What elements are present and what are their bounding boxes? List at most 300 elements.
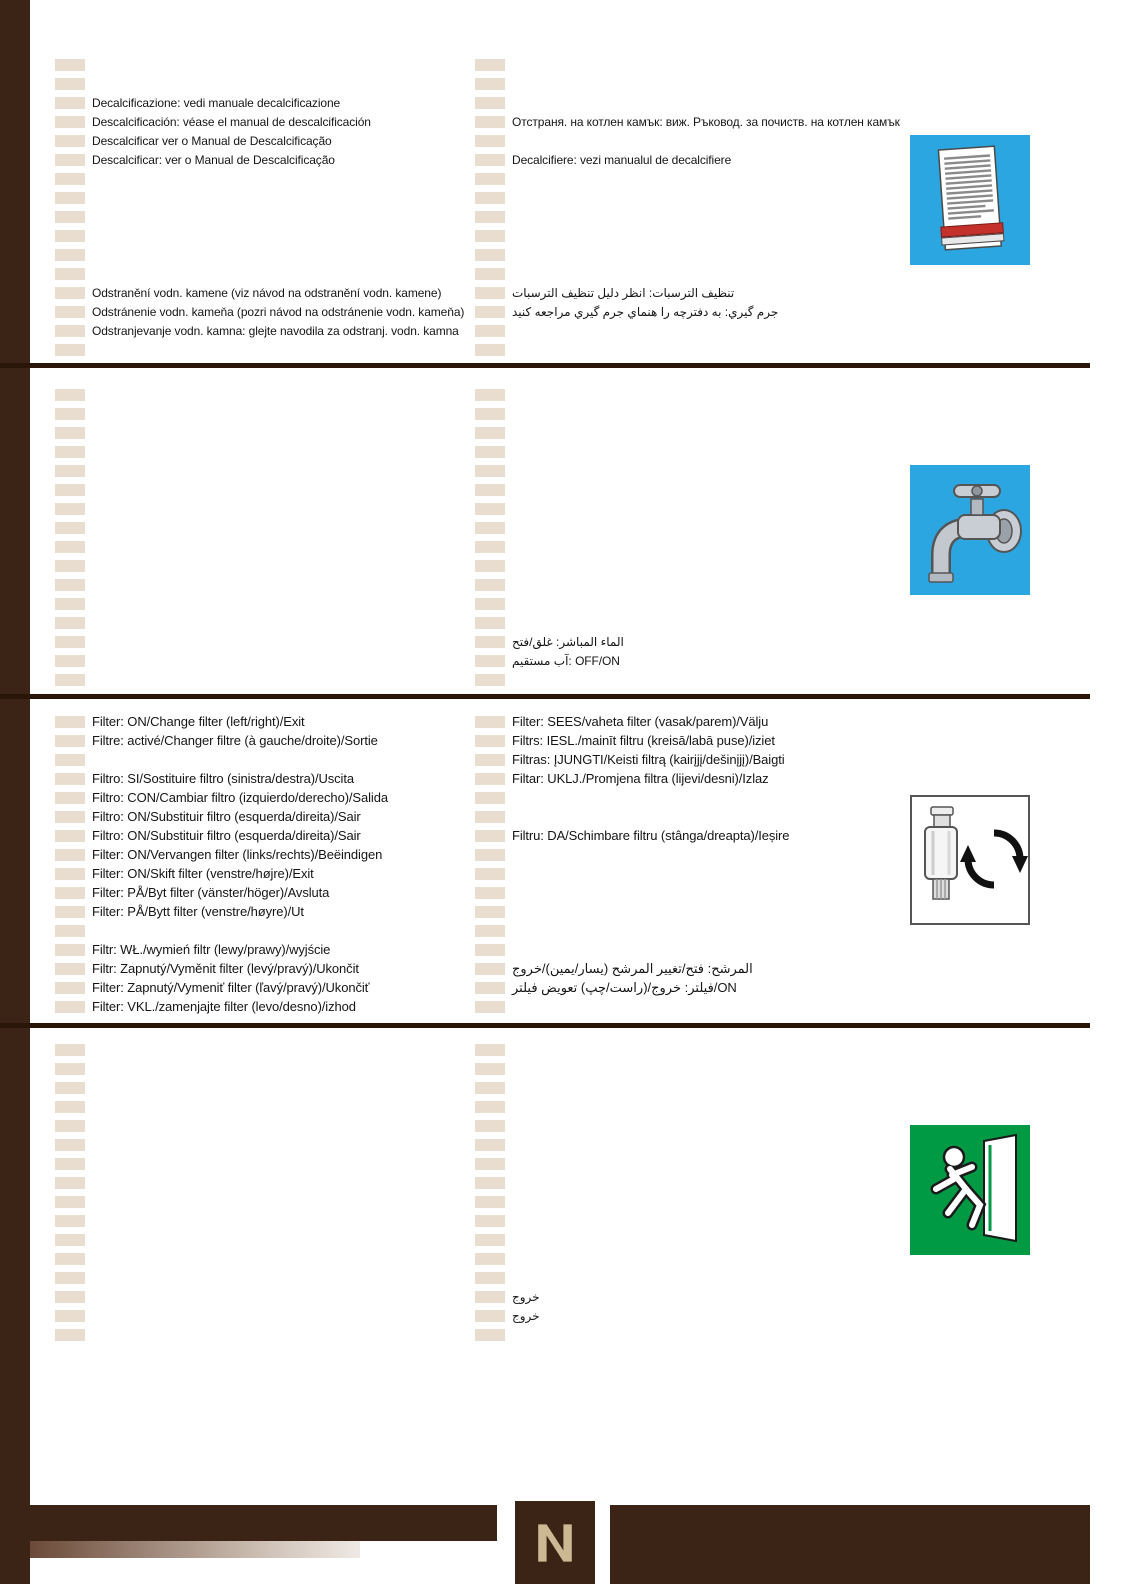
language-line bbox=[55, 959, 465, 978]
language-line bbox=[55, 864, 465, 883]
language-line bbox=[55, 997, 465, 1016]
language-marker-block bbox=[475, 344, 505, 356]
language-line bbox=[475, 670, 900, 689]
language-marker-block bbox=[55, 446, 85, 458]
language-marker-block bbox=[475, 906, 505, 918]
language-marker-block bbox=[55, 560, 85, 572]
language-line bbox=[55, 788, 465, 807]
language-line bbox=[475, 93, 900, 112]
language-marker-block bbox=[55, 754, 85, 766]
language-marker-block bbox=[55, 1044, 85, 1056]
language-line bbox=[55, 651, 465, 670]
language-marker-block bbox=[55, 97, 85, 109]
language-marker-block bbox=[475, 674, 505, 686]
instruction-text: Отстраня. на котлен камък: виж. Ръковод. за почиств. на котлен камък bbox=[512, 114, 900, 129]
language-line bbox=[475, 750, 900, 769]
language-line bbox=[475, 807, 900, 826]
language-line bbox=[475, 207, 900, 226]
language-marker-block bbox=[55, 484, 85, 496]
language-line bbox=[475, 131, 900, 150]
language-marker-block bbox=[55, 389, 85, 401]
language-line bbox=[55, 1306, 465, 1325]
language-marker-block bbox=[475, 1158, 505, 1170]
instruction-text: Filtro: SI/Sostituire filtro (sinistra/destra)/Uscita bbox=[92, 771, 354, 786]
language-line bbox=[55, 1287, 465, 1306]
language-marker-block bbox=[55, 427, 85, 439]
language-line bbox=[475, 1059, 900, 1078]
language-line bbox=[475, 902, 900, 921]
language-line bbox=[475, 1116, 900, 1135]
language-marker-block bbox=[475, 1196, 505, 1208]
language-line bbox=[55, 188, 465, 207]
language-marker-block bbox=[475, 97, 505, 109]
language-line bbox=[55, 1249, 465, 1268]
language-line bbox=[475, 55, 900, 74]
instruction-text: Filtre: activé/Changer filtre (à gauche/droite)/Sortie bbox=[92, 733, 378, 748]
language-marker-block bbox=[55, 59, 85, 71]
language-marker-block bbox=[55, 579, 85, 591]
language-line bbox=[475, 769, 900, 788]
language-line bbox=[55, 1268, 465, 1287]
language-marker-block bbox=[55, 887, 85, 899]
descaling-manual-icon bbox=[910, 135, 1030, 265]
language-line bbox=[55, 1059, 465, 1078]
language-line bbox=[475, 1192, 900, 1211]
language-marker-block bbox=[475, 598, 505, 610]
instruction-text: Odstranjevanje vodn. kamna: glejte navodila za odstranj. vodn. kamna bbox=[92, 323, 459, 338]
language-line bbox=[55, 245, 465, 264]
language-marker-block bbox=[55, 773, 85, 785]
language-marker-block bbox=[55, 849, 85, 861]
language-marker-block bbox=[55, 811, 85, 823]
instruction-text: Descalcificar ver o Manual de Descalcificação bbox=[92, 133, 332, 148]
language-line bbox=[55, 632, 465, 651]
language-line bbox=[475, 423, 900, 442]
language-marker-block bbox=[55, 636, 85, 648]
language-line bbox=[55, 902, 465, 921]
language-line bbox=[55, 731, 465, 750]
language-marker-block bbox=[55, 192, 85, 204]
language-marker-block bbox=[55, 868, 85, 880]
language-line bbox=[475, 978, 900, 997]
language-marker-block bbox=[475, 1082, 505, 1094]
footer-gradient-strip bbox=[30, 1541, 360, 1558]
language-line bbox=[475, 499, 900, 518]
descaling-right-column bbox=[475, 55, 900, 359]
language-marker-block bbox=[475, 522, 505, 534]
language-marker-block bbox=[475, 1139, 505, 1151]
language-line bbox=[475, 1249, 900, 1268]
language-line bbox=[475, 442, 900, 461]
language-marker-block bbox=[55, 906, 85, 918]
instruction-text: Filtro: ON/Substituir filtro (esquerda/direita)/Sair bbox=[92, 828, 361, 843]
instruction-text: Descalcificación: véase el manual de descalcificación bbox=[92, 114, 371, 129]
language-marker-block bbox=[55, 716, 85, 728]
language-marker-block bbox=[475, 192, 505, 204]
language-marker-block bbox=[475, 1272, 505, 1284]
language-marker-block bbox=[55, 230, 85, 242]
language-marker-block bbox=[475, 230, 505, 242]
language-line bbox=[55, 207, 465, 226]
language-line bbox=[55, 712, 465, 731]
language-line bbox=[475, 826, 900, 845]
language-marker-block bbox=[55, 325, 85, 337]
language-marker-block bbox=[475, 1063, 505, 1075]
language-marker-block bbox=[475, 211, 505, 223]
instruction-text: Odstranění vodn. kamene (viz návod na odstranění vodn. kamene) bbox=[92, 285, 442, 300]
footer-bar-left bbox=[30, 1505, 497, 1541]
language-line bbox=[475, 1173, 900, 1192]
language-marker-block bbox=[55, 792, 85, 804]
instruction-text: المرشح: فتح/تغيير المرشح (يسار/يمين)/خروج bbox=[512, 961, 753, 976]
language-line bbox=[475, 321, 900, 340]
language-line bbox=[55, 385, 465, 404]
language-marker-block bbox=[475, 389, 505, 401]
language-line bbox=[475, 1097, 900, 1116]
language-line bbox=[475, 226, 900, 245]
language-marker-block bbox=[55, 1215, 85, 1227]
language-line bbox=[55, 594, 465, 613]
instruction-text: Filter: ON/Skift filter (venstre/højre)/Exit bbox=[92, 866, 314, 881]
instruction-text: Filter: ON/Vervangen filter (links/rechts)/Beëindigen bbox=[92, 847, 383, 862]
instruction-text: Filtrs: IESL./mainīt filtru (kreisā/labā puse)/iziet bbox=[512, 733, 775, 748]
language-marker-block bbox=[475, 716, 505, 728]
language-marker-block bbox=[55, 1158, 85, 1170]
section-descaling bbox=[0, 55, 1122, 359]
language-line bbox=[55, 750, 465, 769]
instruction-text: Filter: SEES/vaheta filter (vasak/parem)/Välju bbox=[512, 714, 769, 729]
section-exit bbox=[0, 1040, 1122, 1344]
section-divider bbox=[0, 1023, 1090, 1028]
language-marker-block bbox=[475, 982, 505, 994]
language-line bbox=[55, 883, 465, 902]
language-line bbox=[55, 940, 465, 959]
language-line bbox=[55, 423, 465, 442]
language-line bbox=[55, 518, 465, 537]
language-line bbox=[475, 537, 900, 556]
language-marker-block bbox=[475, 1215, 505, 1227]
language-marker-block bbox=[475, 446, 505, 458]
language-line bbox=[55, 150, 465, 169]
language-line bbox=[55, 1173, 465, 1192]
language-line bbox=[55, 112, 465, 131]
language-line bbox=[475, 845, 900, 864]
direct-water-left-column bbox=[55, 385, 465, 689]
language-marker-block bbox=[55, 1082, 85, 1094]
language-marker-block bbox=[475, 541, 505, 553]
language-marker-block bbox=[475, 925, 505, 937]
language-marker-block bbox=[475, 754, 505, 766]
language-line bbox=[475, 518, 900, 537]
language-line bbox=[475, 302, 900, 321]
language-line bbox=[475, 864, 900, 883]
language-marker-block bbox=[55, 287, 85, 299]
language-marker-block bbox=[55, 674, 85, 686]
language-marker-block bbox=[475, 1253, 505, 1265]
language-marker-block bbox=[55, 1253, 85, 1265]
language-line bbox=[475, 556, 900, 575]
language-line bbox=[55, 74, 465, 93]
language-marker-block bbox=[55, 1120, 85, 1132]
language-marker-block bbox=[55, 982, 85, 994]
instruction-text: Filter: PÅ/Byt filter (vänster/höger)/Avsluta bbox=[92, 885, 330, 900]
language-marker-block bbox=[475, 249, 505, 261]
language-line bbox=[55, 226, 465, 245]
language-marker-block bbox=[55, 1001, 85, 1013]
language-marker-block bbox=[55, 963, 85, 975]
language-marker-block bbox=[475, 427, 505, 439]
language-line bbox=[55, 283, 465, 302]
language-marker-block bbox=[475, 1101, 505, 1113]
instruction-text: Descalcificar: ver o Manual de Descalcificação bbox=[92, 152, 335, 167]
instruction-text: آب مستقيم: OFF/ON bbox=[512, 653, 620, 668]
language-line bbox=[55, 461, 465, 480]
language-line bbox=[475, 340, 900, 359]
language-line bbox=[55, 1040, 465, 1059]
footer-bar-right bbox=[610, 1505, 1090, 1584]
language-marker-block bbox=[475, 1329, 505, 1341]
instruction-text: خروج bbox=[512, 1289, 540, 1304]
section-divider bbox=[0, 363, 1090, 368]
language-line bbox=[475, 632, 900, 651]
direct-water-right-column bbox=[475, 385, 900, 689]
language-line bbox=[475, 1040, 900, 1059]
language-marker-block bbox=[55, 735, 85, 747]
language-marker-block bbox=[475, 78, 505, 90]
language-marker-block bbox=[55, 465, 85, 477]
exit-left-column bbox=[55, 1040, 465, 1344]
language-marker-block bbox=[475, 408, 505, 420]
filter-replacement-icon bbox=[910, 795, 1030, 925]
language-line bbox=[475, 712, 900, 731]
instruction-text: Filtar: UKLJ./Promjena filtra (lijevi/desni)/Izlaz bbox=[512, 771, 769, 786]
language-marker-block bbox=[55, 1234, 85, 1246]
language-marker-block bbox=[55, 503, 85, 515]
language-line bbox=[475, 1135, 900, 1154]
instruction-text: Decalcifiere: vezi manualul de decalcifiere bbox=[512, 152, 732, 167]
instruction-text: Decalcificazione: vedi manuale decalcificazione bbox=[92, 95, 341, 110]
language-marker-block bbox=[475, 503, 505, 515]
language-line bbox=[55, 169, 465, 188]
language-line bbox=[475, 245, 900, 264]
language-line bbox=[475, 613, 900, 632]
language-line bbox=[55, 404, 465, 423]
language-marker-block bbox=[55, 408, 85, 420]
language-marker-block bbox=[475, 560, 505, 572]
language-line bbox=[475, 385, 900, 404]
nespresso-n-logo bbox=[515, 1501, 595, 1584]
language-marker-block bbox=[55, 211, 85, 223]
language-marker-block bbox=[55, 306, 85, 318]
language-marker-block bbox=[55, 344, 85, 356]
language-marker-block bbox=[475, 655, 505, 667]
language-line bbox=[475, 997, 900, 1016]
language-marker-block bbox=[55, 830, 85, 842]
language-line bbox=[55, 1230, 465, 1249]
language-marker-block bbox=[475, 735, 505, 747]
language-marker-block bbox=[475, 484, 505, 496]
language-line bbox=[55, 1325, 465, 1344]
instruction-text: جرم گيري: به دفترچه را هنماي جرم گيري مراجعه كنيد bbox=[512, 304, 779, 319]
language-line bbox=[475, 594, 900, 613]
language-line bbox=[55, 340, 465, 359]
language-marker-block bbox=[55, 154, 85, 166]
language-marker-block bbox=[475, 830, 505, 842]
language-line bbox=[475, 1230, 900, 1249]
filter-right-column bbox=[475, 712, 900, 1016]
language-marker-block bbox=[475, 811, 505, 823]
language-marker-block bbox=[55, 249, 85, 261]
language-line bbox=[55, 131, 465, 150]
instruction-text: فيلتر: خروج/(راست/چپ) تعويض فيلتر/ON bbox=[512, 980, 737, 995]
language-line bbox=[475, 731, 900, 750]
language-marker-block bbox=[475, 306, 505, 318]
language-line bbox=[475, 188, 900, 207]
language-marker-block bbox=[55, 925, 85, 937]
language-marker-block bbox=[475, 636, 505, 648]
language-line bbox=[55, 1154, 465, 1173]
language-line bbox=[55, 442, 465, 461]
language-marker-block bbox=[475, 1310, 505, 1322]
language-marker-block bbox=[55, 522, 85, 534]
language-marker-block bbox=[55, 135, 85, 147]
water-tap-icon bbox=[910, 465, 1030, 595]
language-marker-block bbox=[475, 963, 505, 975]
language-marker-block bbox=[475, 325, 505, 337]
language-line bbox=[55, 845, 465, 864]
language-line bbox=[475, 883, 900, 902]
language-marker-block bbox=[55, 655, 85, 667]
language-line bbox=[475, 480, 900, 499]
language-line bbox=[475, 959, 900, 978]
descaling-left-column bbox=[55, 55, 465, 359]
language-marker-block bbox=[55, 1196, 85, 1208]
language-line bbox=[475, 1078, 900, 1097]
language-marker-block bbox=[475, 868, 505, 880]
language-line bbox=[475, 651, 900, 670]
language-line bbox=[475, 788, 900, 807]
language-line bbox=[55, 1135, 465, 1154]
language-marker-block bbox=[55, 78, 85, 90]
language-line bbox=[475, 112, 900, 131]
language-line bbox=[475, 1154, 900, 1173]
language-line bbox=[475, 1325, 900, 1344]
language-line bbox=[55, 1078, 465, 1097]
language-line bbox=[55, 499, 465, 518]
language-line bbox=[475, 1287, 900, 1306]
instruction-text: Filtr: WŁ./wymień filtr (lewy/prawy)/wyjście bbox=[92, 942, 331, 957]
emergency-exit-icon bbox=[910, 1125, 1030, 1255]
language-marker-block bbox=[475, 1291, 505, 1303]
language-marker-block bbox=[55, 1177, 85, 1189]
instruction-text: Filtru: DA/Schimbare filtru (stânga/dreapta)/Ieșire bbox=[512, 828, 790, 843]
instruction-text: Filter: Zapnutý/Vymeniť filter (ľavý/pravý)/Ukončiť bbox=[92, 980, 370, 995]
language-marker-block bbox=[55, 541, 85, 553]
language-marker-block bbox=[55, 617, 85, 629]
section-direct-water bbox=[0, 385, 1122, 689]
language-line bbox=[475, 461, 900, 480]
language-marker-block bbox=[475, 465, 505, 477]
language-marker-block bbox=[55, 1310, 85, 1322]
filter-left-column bbox=[55, 712, 465, 1016]
instruction-text: Filter: PÅ/Bytt filter (venstre/høyre)/Ut bbox=[92, 904, 304, 919]
language-line bbox=[475, 575, 900, 594]
section-filter bbox=[0, 712, 1122, 1016]
language-line bbox=[475, 1306, 900, 1325]
language-marker-block bbox=[475, 773, 505, 785]
language-marker-block bbox=[55, 944, 85, 956]
language-marker-block bbox=[55, 116, 85, 128]
language-line bbox=[55, 613, 465, 632]
language-line bbox=[55, 1192, 465, 1211]
language-line bbox=[475, 283, 900, 302]
language-line bbox=[55, 302, 465, 321]
language-line bbox=[475, 404, 900, 423]
instruction-text: تنظيف الترسبات: انظر دليل تنظيف الترسبات bbox=[512, 285, 735, 300]
language-marker-block bbox=[55, 1272, 85, 1284]
language-marker-block bbox=[475, 154, 505, 166]
language-marker-block bbox=[55, 173, 85, 185]
instruction-text: Filtro: ON/Substituir filtro (esquerda/direita)/Sair bbox=[92, 809, 361, 824]
language-marker-block bbox=[475, 1234, 505, 1246]
language-line bbox=[55, 769, 465, 788]
language-line bbox=[55, 921, 465, 940]
language-marker-block bbox=[475, 849, 505, 861]
language-marker-block bbox=[475, 792, 505, 804]
language-marker-block bbox=[55, 1063, 85, 1075]
instruction-text: Filtr: Zapnutý/Vyměnit filter (levý/pravý)/Ukončit bbox=[92, 961, 359, 976]
language-marker-block bbox=[55, 1139, 85, 1151]
instruction-text: Filter: ON/Change filter (left/right)/Exit bbox=[92, 714, 305, 729]
language-line bbox=[55, 55, 465, 74]
language-line bbox=[55, 1211, 465, 1230]
language-line bbox=[55, 480, 465, 499]
language-marker-block bbox=[475, 1044, 505, 1056]
language-line bbox=[55, 978, 465, 997]
language-line bbox=[55, 807, 465, 826]
language-line bbox=[55, 575, 465, 594]
instruction-text: Odstránenie vodn. kameňa (pozri návod na odstránenie vodn. kameňa) bbox=[92, 304, 465, 319]
language-line bbox=[475, 150, 900, 169]
language-marker-block bbox=[475, 116, 505, 128]
language-line bbox=[55, 670, 465, 689]
language-line bbox=[55, 93, 465, 112]
language-line bbox=[475, 264, 900, 283]
language-line bbox=[55, 321, 465, 340]
language-line bbox=[55, 556, 465, 575]
language-marker-block bbox=[475, 1120, 505, 1132]
language-line bbox=[475, 169, 900, 188]
language-line bbox=[475, 74, 900, 93]
language-line bbox=[475, 1211, 900, 1230]
language-marker-block bbox=[55, 1101, 85, 1113]
language-line bbox=[55, 537, 465, 556]
language-marker-block bbox=[475, 268, 505, 280]
language-marker-block bbox=[475, 59, 505, 71]
language-line bbox=[55, 1116, 465, 1135]
language-line bbox=[475, 921, 900, 940]
instruction-text: Filter: VKL./zamenjajte filter (levo/desno)/izhod bbox=[92, 999, 356, 1014]
language-line bbox=[475, 940, 900, 959]
language-marker-block bbox=[475, 944, 505, 956]
language-line bbox=[55, 826, 465, 845]
language-marker-block bbox=[55, 1291, 85, 1303]
instruction-text: Filtro: CON/Cambiar filtro (izquierdo/derecho)/Salida bbox=[92, 790, 388, 805]
section-divider bbox=[0, 694, 1090, 699]
language-marker-block bbox=[55, 268, 85, 280]
language-marker-block bbox=[475, 173, 505, 185]
language-marker-block bbox=[475, 135, 505, 147]
